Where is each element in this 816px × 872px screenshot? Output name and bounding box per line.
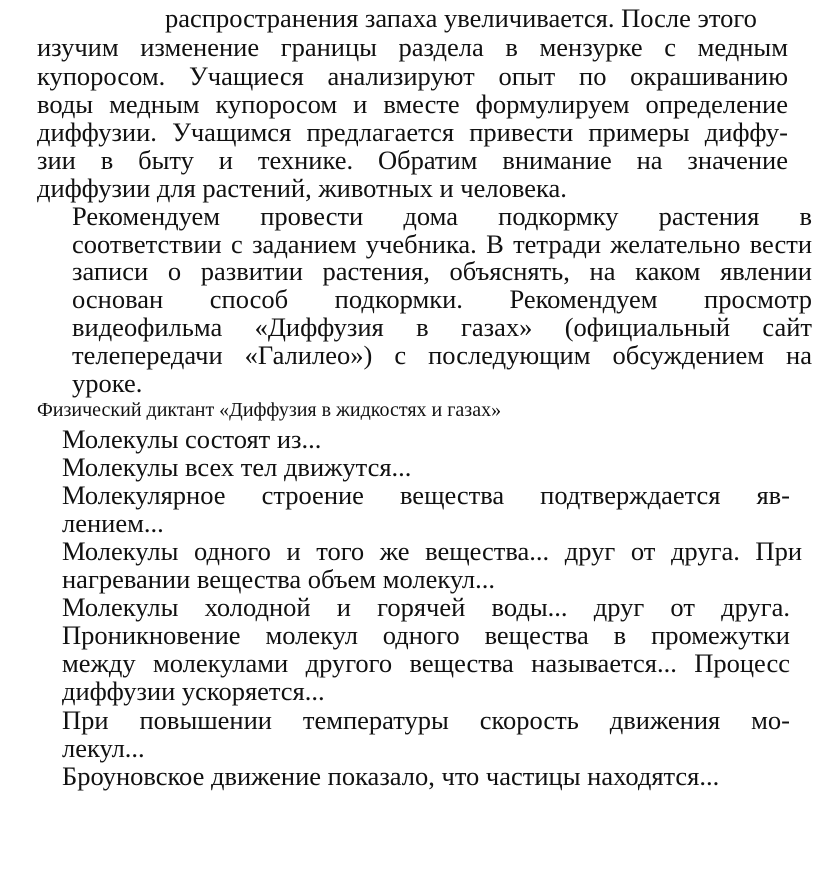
dictation-line: нагревании вещества объем молекул... xyxy=(62,564,496,594)
text-line: видеофильма «Диффузия в газах» (официальный сайт xyxy=(72,312,812,342)
dictation-line: Броуновское движение показало, что частицы находятся... xyxy=(62,761,720,791)
dictation-line: лением... xyxy=(62,508,164,538)
dictation-line: Молекулы холодной и горячей воды... друг от друга. xyxy=(62,592,790,622)
text-line: Рекомендуем провести дома подкормку растения в xyxy=(72,201,812,231)
dictation-line: Молекулы одного и того же вещества... друг от друга. При xyxy=(62,536,802,566)
text-line: воды медным купоросом и вместе формулируем определение xyxy=(37,89,788,119)
dictation-line: Молекулы состоят из... xyxy=(62,424,322,454)
dictation-title: Физический диктант «Диффузия в жидкостях и газах» xyxy=(37,399,502,421)
text-line: записи о развитии растения, объяснять, на каком явлении xyxy=(72,256,812,286)
text-line: зии в быту и технике. Обратим внимание на значение xyxy=(37,145,788,175)
dictation-line: диффузии ускоряется... xyxy=(62,676,325,706)
dictation-line: лекул... xyxy=(62,733,145,763)
text-line: купоросом. Учащиеся анализируют опыт по окрашиванию xyxy=(37,61,788,91)
text-line: уроке. xyxy=(72,368,143,398)
dictation-line: Молекулы всех тел движутся... xyxy=(62,452,412,482)
dictation-line: Молекулярное строение вещества подтверждается яв- xyxy=(62,480,790,510)
text-line: распространения запаха увеличивается. После этого xyxy=(165,3,757,33)
text-line: диффузии. Учащимся предлагается привести примеры диффу- xyxy=(37,117,788,147)
dictation-line: между молекулами другого вещества называется... Процесс xyxy=(62,648,790,678)
dictation-line: Проникновение молекул одного вещества в промежутки xyxy=(62,620,790,650)
dictation-line: При повышении температуры скорость движения мо- xyxy=(62,705,790,735)
text-line: основан способ подкормки. Рекомендуем просмотр xyxy=(72,284,812,314)
text-line: изучим изменение границы раздела в мензурке с медным xyxy=(37,32,788,62)
text-line: телепередачи «Галилео») с последующим обсуждением на xyxy=(72,340,812,370)
text-line: соответствии с заданием учебника. В тетради желательно вести xyxy=(72,229,812,259)
text-line: диффузии для растений, животных и человека. xyxy=(37,173,567,203)
